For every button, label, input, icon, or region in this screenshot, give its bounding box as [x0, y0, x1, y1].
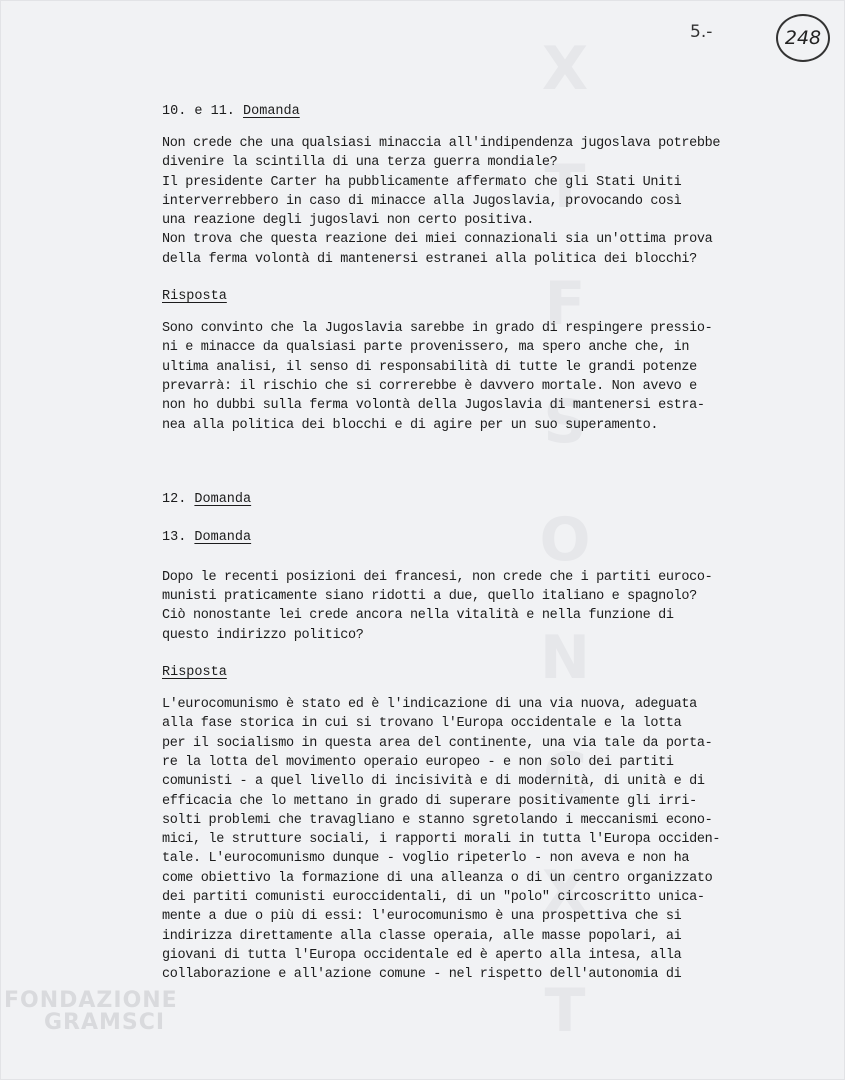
foundation-logo-line: FONDAZIONE	[4, 988, 178, 1013]
foundation-logo-line: GRAMSCI	[44, 1010, 166, 1035]
foundation-logo	[4, 990, 178, 1034]
text-line: indirizza direttamente alla classe operaia, alle masse popolari, ai	[162, 928, 682, 944]
page-number: 5.-	[690, 22, 713, 42]
text-line: re la lotta del movimento operaio europeo - e non solo dei partiti	[162, 754, 674, 770]
watermark-letter: S	[543, 387, 587, 458]
text-line: mente a due o più di essi: l'eurocomunismo è una prospettiva che si	[162, 909, 682, 925]
question-number: 13.	[162, 529, 195, 545]
text-line: una reazione degli jugoslavi non certo positiva.	[162, 213, 535, 229]
text-line: ultima analisi, il senso di responsabilità di tutte le grandi potenze	[162, 359, 697, 375]
text-line: munisti praticamente siano ridotti a due, quello italiano e spagnolo?	[162, 589, 697, 605]
watermark-letter: X	[541, 858, 589, 929]
text-line: giovani di tutta l'Europa occidentale ed è aperto alla intesa, alla	[162, 947, 682, 963]
question-heading	[162, 102, 762, 122]
text-line: prevarrà: il rischio che si correrebbe è davvero mortale. Non avevo e	[162, 378, 697, 394]
text-line: Il presidente Carter ha pubblicamente affermato che gli Stati Uniti	[162, 174, 682, 190]
text-line: Dopo le recenti posizioni dei francesi, non crede che i partiti euroco-	[162, 569, 713, 585]
question-number: 12.	[162, 491, 195, 507]
text-line: divenire la scintilla di una terza guerra mondiale?	[162, 155, 558, 171]
watermark-letter: C	[542, 740, 588, 811]
watermark-letter: F	[544, 269, 586, 340]
question-text	[162, 568, 762, 645]
document-body	[162, 102, 762, 985]
text-line: dei partiti comunisti euroccidentali, di un "polo" circoscritto unica-	[162, 890, 705, 906]
text-line: Non trova che questa reazione dei miei connazionali sia un'ottima prova	[162, 232, 713, 248]
question-heading	[162, 490, 762, 510]
question-label: Domanda	[194, 529, 252, 545]
watermark-letter: T	[544, 976, 586, 1046]
answer-heading	[162, 287, 762, 307]
text-line: comunisti - a quel livello di incisività e di modernità, di unità e di	[162, 774, 705, 790]
question-number: 10. e 11.	[162, 104, 244, 119]
text-line: mici, le strutture sociali, i rapporti morali in tutta l'Europa occiden-	[162, 832, 721, 848]
text-line: Sono convinto che la Jugoslavia sarebbe in grado di respingere pressio-	[162, 321, 713, 337]
question-heading	[162, 528, 762, 548]
question-label: Domanda	[243, 104, 300, 119]
text-line: solti problemi che travagliano e stanno sgretolando i meccanismi econo-	[162, 812, 713, 828]
answer-heading	[162, 663, 762, 683]
text-line: L'eurocomunismo è stato ed è l'indicazione di una via nuova, adeguata	[162, 697, 697, 713]
text-line: Ciò nonostante lei crede ancora nella vitalità e nella funzione di	[162, 608, 674, 624]
text-line: tale. L'eurocomunismo dunque - voglio ripeterlo - non aveva e non ha	[162, 851, 690, 867]
watermark-letter: O	[539, 504, 591, 575]
answer-label: Risposta	[162, 289, 227, 305]
text-line: per il socialismo in questa area del continente, una via tale da porta-	[162, 735, 713, 751]
text-line: Non crede che una qualsiasi minaccia all'indipendenza jugoslava potrebbe	[162, 136, 721, 151]
question-label: Domanda	[194, 491, 252, 507]
text-line: ni e minacce da qualsiasi parte provenissero, ma spero anche che, in	[162, 340, 690, 356]
answer-text	[162, 319, 762, 435]
text-line: nea alla politica dei blocchi e di agire per un suo superamento.	[162, 417, 659, 433]
archive-stamp	[776, 14, 830, 62]
archive-number: 248	[784, 27, 822, 49]
watermark-letter: N	[539, 622, 591, 693]
text-line: alla fase storica in cui si trovano l'Europa occidentale e la lotta	[162, 716, 682, 732]
answer-text	[162, 695, 762, 984]
text-line: collaborazione e all'azione comune - nel rispetto dell'autonomia di	[162, 967, 682, 983]
answer-label: Risposta	[162, 665, 227, 681]
text-line: non ho dubbi sulla ferma volontà della Jugoslavia di mantenersi estra-	[162, 398, 705, 414]
text-line: interverrebbero in caso di minacce alla Jugoslavia, provocando così	[162, 193, 682, 209]
text-line: questo indirizzo politico?	[162, 627, 364, 643]
watermark-letter: X	[541, 33, 589, 104]
watermark-letter: T	[544, 151, 586, 222]
question-text	[162, 134, 762, 269]
text-line: come obiettivo la formazione di una alleanza o di un centro organizzato	[162, 870, 713, 886]
text-line: efficacia che lo mettano in grado di superare positivamente gli irri-	[162, 793, 697, 809]
text-line: della ferma volontà di mantenersi estranei alla politica dei blocchi?	[162, 251, 697, 267]
